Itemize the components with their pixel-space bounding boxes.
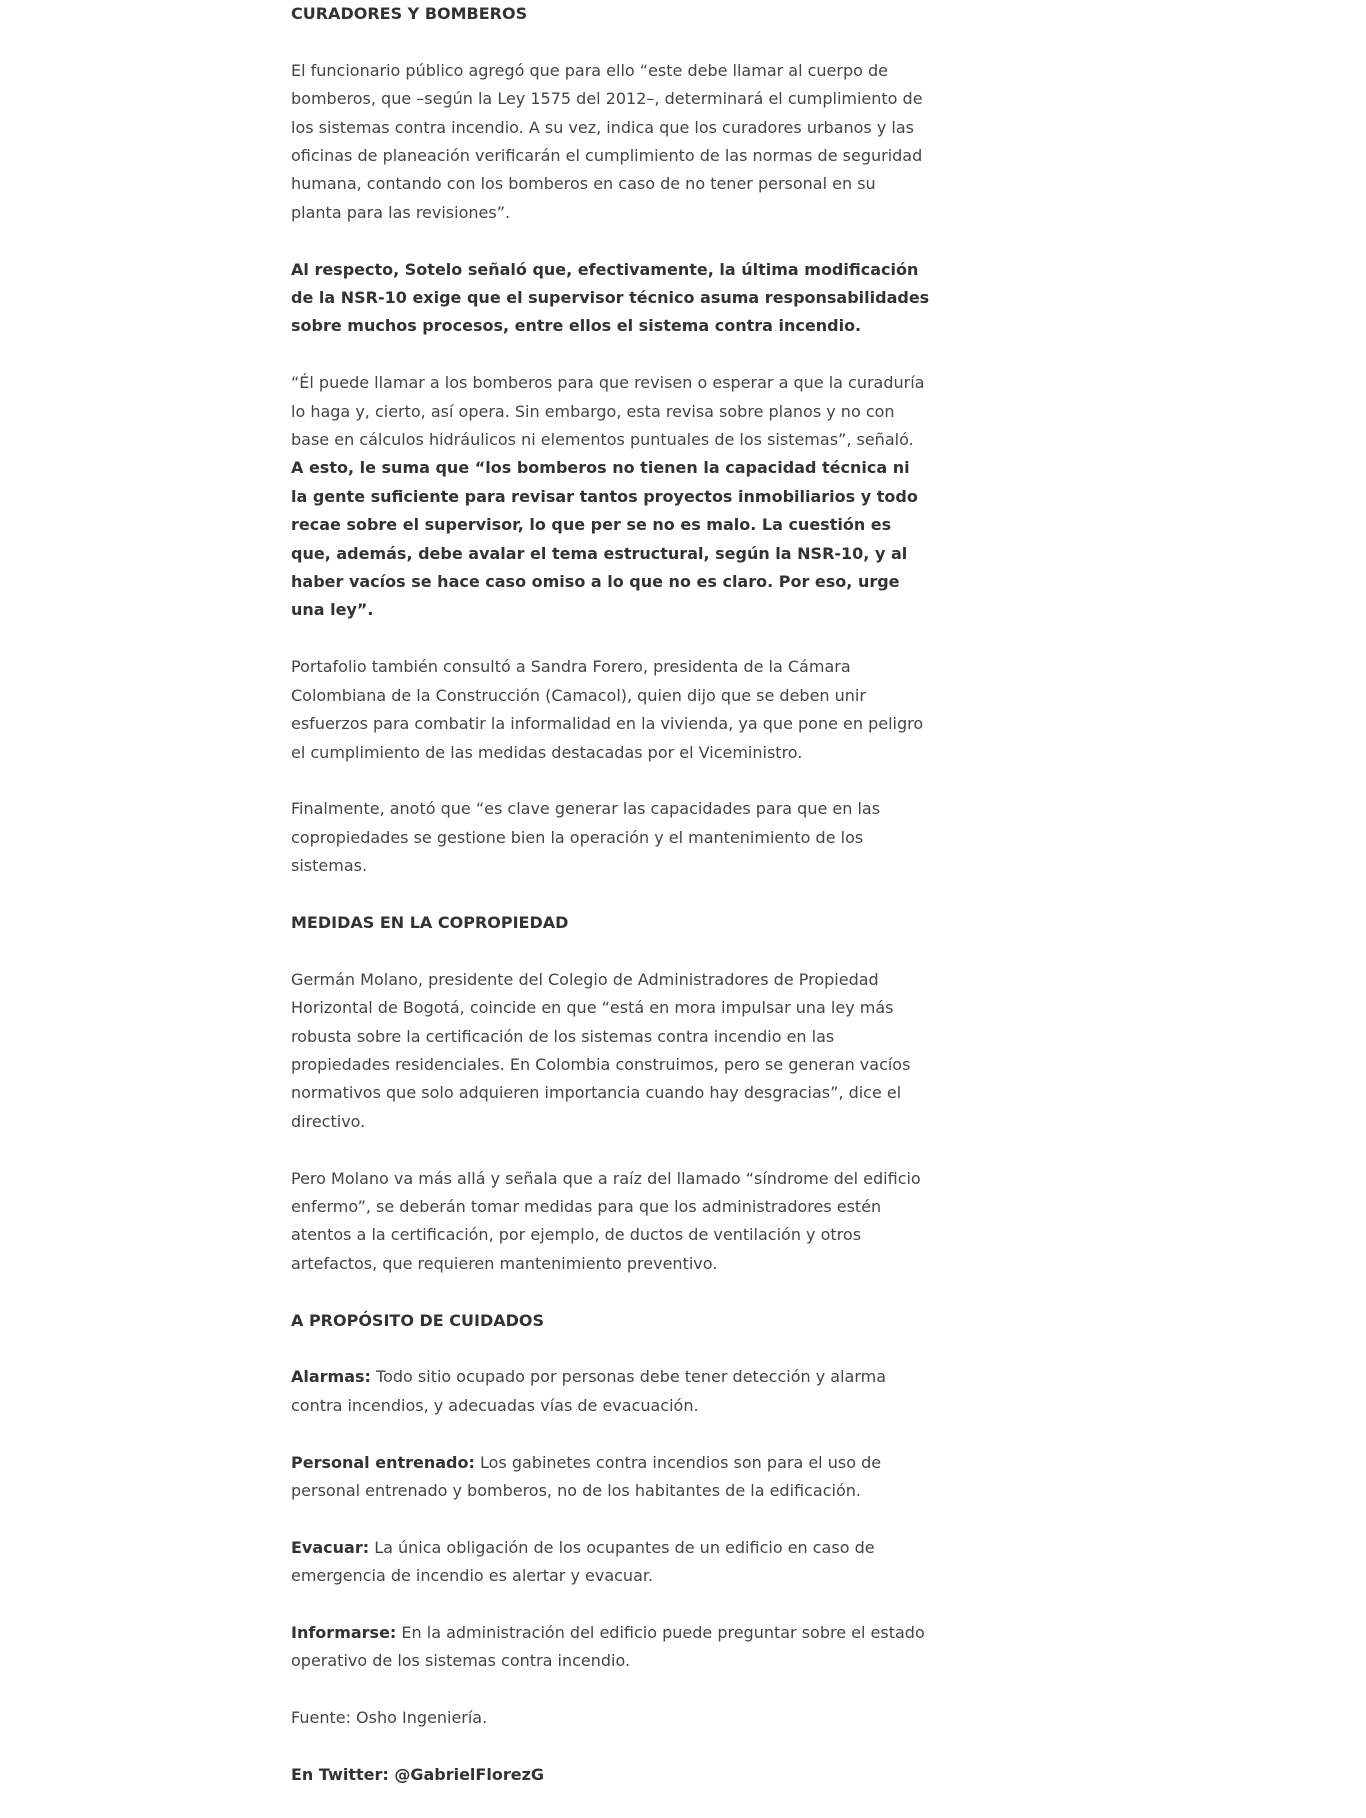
section-heading-cuidados: A PROPÓSITO DE CUIDADOS	[291, 1310, 545, 1330]
section-heading-curadores: CURADORES Y BOMBEROS	[291, 4, 528, 23]
item-label: Informarse:	[291, 1622, 397, 1642]
list-item	[291, 1619, 931, 1676]
paragraph: Germán Molano, presidente del Colegio de Administradores de Propiedad Horizontal de Bogotá, coincide en que “está en mora impulsar una ley más robusta sobre la certificación de los sistemas contra incendio en las propiedades residenciales. En Colombia construimos, pero se generan vacíos normativos que solo adquieren importancia cuando hay desgracias”, dice el directivo.	[291, 969, 911, 1131]
bold-text: Al respecto, Sotelo señaló que, efectivamente, la última modificación de la NSR-10 exige que el supervisor técnico asuma responsabilidades sobre muchos procesos, entre ellos el sistema contra incendio.	[291, 259, 930, 336]
paragraph: El funcionario público agregó que para ello “este debe llamar al cuerpo de bomberos, que –según la Ley 1575 del 2012–, determinará el cumplimiento de los sistemas contra incendio. A su vez, indica que los curadores urbanos y las oficinas de planeación verificarán el cumplimiento de las normas de seguridad humana, contando con los bomberos en caso de no tener personal en su planta para las revisiones”.	[291, 60, 923, 222]
paragraph-quote	[291, 369, 931, 625]
item-text: Los gabinetes contra incendios son para el uso de personal entrenado y bomberos, no de los habitantes de la edificación.	[291, 1452, 882, 1500]
twitter-handle: En Twitter: @GabrielFlorezG	[291, 1764, 545, 1784]
paragraph: Portafolio también consultó a Sandra Forero, presidenta de la Cámara Colombiana de la Construcción (Camacol), quien dijo que se deben unir esfuerzos para combatir la informalidad en la vivienda, ya que pone en peligro el cumplimiento de las medidas destacadas por el Viceministro.	[291, 657, 924, 762]
list-item	[291, 1534, 931, 1591]
list-item	[291, 1449, 931, 1506]
paragraph-bold	[291, 256, 931, 341]
item-text: Todo sitio ocupado por personas debe tener detección y alarma contra incendios, y adecuadas vías de evacuación.	[291, 1367, 887, 1415]
item-label: Personal entrenado:	[291, 1452, 475, 1472]
source-line: Fuente: Osho Ingeniería.	[291, 1708, 488, 1728]
bold-quote-text: A esto, le suma que “los bomberos no tienen la capacidad técnica ni la gente suficiente para revisar tantos proyectos inmobiliarios y todo recae sobre el supervisor, lo que per se no es malo. La cuestión es que, además, debe avalar el tema estructural, según la NSR-10, y al haber vacíos se hace caso omiso a lo que no es claro. Por eso, urge una ley”.	[291, 458, 918, 620]
item-label: Alarmas:	[291, 1367, 371, 1387]
section-heading-copropiedad: MEDIDAS EN LA COPROPIEDAD	[291, 912, 569, 932]
paragraph: Finalmente, anotó que “es clave generar las capacidades para que en las copropiedades se gestione bien la operación y el mantenimiento de los sistemas.	[291, 799, 881, 876]
list-item	[291, 1363, 931, 1420]
item-label: Evacuar:	[291, 1537, 370, 1557]
quote-text: “Él puede llamar a los bomberos para que revisen o esperar a que la curaduría lo haga y, cierto, así opera. Sin embargo, esta revisa sobre planos y no con base en cálculos hidráulicos ni elementos puntuales de los sistemas”, señaló.	[291, 373, 925, 450]
item-text: En la administración del edificio puede preguntar sobre el estado operativo de los sistemas contra incendio.	[291, 1622, 925, 1671]
paragraph: Pero Molano va más allá y señala que a raíz del llamado “síndrome del edificio enfermo”, se deberán tomar medidas para que los administradores estén atentos a la certificación, por ejemplo, de ductos de ventilación y otros artefactos, que requieren mantenimiento preventivo.	[291, 1168, 921, 1273]
item-text: La única obligación de los ocupantes de un edificio en caso de emergencia de incendio es alertar y evacuar.	[291, 1537, 875, 1586]
article-body	[291, 0, 931, 1818]
